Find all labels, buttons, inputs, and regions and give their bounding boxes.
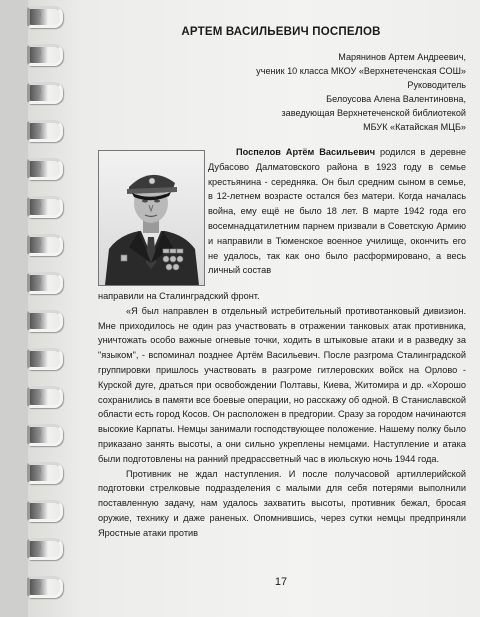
subject-name: Поспелов Артём Васильевич — [236, 147, 376, 157]
binding-ring — [27, 538, 63, 560]
binding-ring — [27, 120, 63, 142]
binding-ring — [27, 158, 63, 180]
byline-line: Руководитель — [407, 80, 466, 90]
page-number: 17 — [274, 576, 288, 588]
quote-paragraph: «Я был направлен в отдельный истребительный противотанковый дивизион. Мне приходилось не один раз участвовать в отражении танковых атак противника, уничтожать особо важные огневые точки, ходить в штыковые атаки и в разведку за "языком", - вспоминал позднее Артём Васильевич. После разгрома Сталинградской группировки пришлось участвовать в разгроме гитлеровских войск на Орлово - Курской дуге, драться при освобождении Полтавы, Киева, Житомира и др. «Хорошо сохранились в памяти все боевые операции, но расскажу об одной. В Станиславской области есть город Косов. Он расположен в предгории. Сразу за городом начинаются высокие Карпаты. Немцы занимали господствующее положение. Нашему полку было приказано занять высоты, а они сильно укреплены немцами. Наступление и атака были подготовлены на ранний предрассветный час в июльскую ночь 1944 года. — [98, 305, 467, 464]
intro-paragraph — [208, 145, 466, 278]
battle-paragraph: Противник не ждал наступления. И после получасовой артиллерийской подготовки стрелковые подразделения с малыми для себя потерями выполнили поставленную задачу, нам удалось захватить высоты, противник бежал, бросая оружие, технику и даже раненых. Опомнившись, через сутки немцы предприняли Яростные атаки против — [98, 468, 466, 538]
byline-line: заведующая Верхнетеченской библиотекой — [281, 108, 466, 118]
binding-ring — [27, 272, 63, 294]
binding-ring — [27, 234, 63, 256]
byline-line: Марянинов Артем Андреевич, — [338, 52, 466, 62]
binding-ring — [27, 82, 63, 104]
page-title: АРТЕМ ВАСИЛЬЕВИЧ ПОСПЕЛОВ — [181, 26, 381, 38]
author-byline — [166, 50, 466, 134]
intro-tail: направили на Сталинградский фронт. — [98, 291, 260, 301]
byline-line: МБУК «Катайская МЦБ» — [363, 122, 466, 132]
portrait-photo — [98, 150, 205, 286]
binding-ring — [27, 462, 63, 484]
binding-ring — [27, 424, 63, 446]
binding-ring — [27, 348, 63, 370]
binding-ring — [27, 44, 63, 66]
portrait-illustration — [99, 151, 204, 285]
byline-line: ученик 10 класса МКОУ «Верхнетеченская СОШ» — [256, 66, 466, 76]
byline-line: Белоусова Алена Валентиновна, — [326, 94, 466, 104]
page-content — [96, 0, 467, 617]
binding-ring — [27, 6, 63, 28]
binding-ring — [27, 576, 63, 598]
main-text — [98, 289, 466, 541]
binding-ring — [27, 310, 63, 332]
spiral-binding — [0, 0, 62, 617]
binding-ring — [27, 196, 63, 218]
intro-text: родился в деревне Дубасово Далматовского района в 1923 году в семье крестьянина - середняка. Он был средним сыном в семье, в 12-летнем возрасте остался без матери. Когда началась война, ему ещё не было 18 лет. В марте 1942 года его восемнадцатилетним парнем призвали в Советскую Армию и направили в Тюменское военное училище, окончить его не удалось, так как оно было расформировано, а весь личный состав — [208, 147, 467, 276]
binding-ring — [27, 386, 63, 408]
binding-ring — [27, 500, 63, 522]
